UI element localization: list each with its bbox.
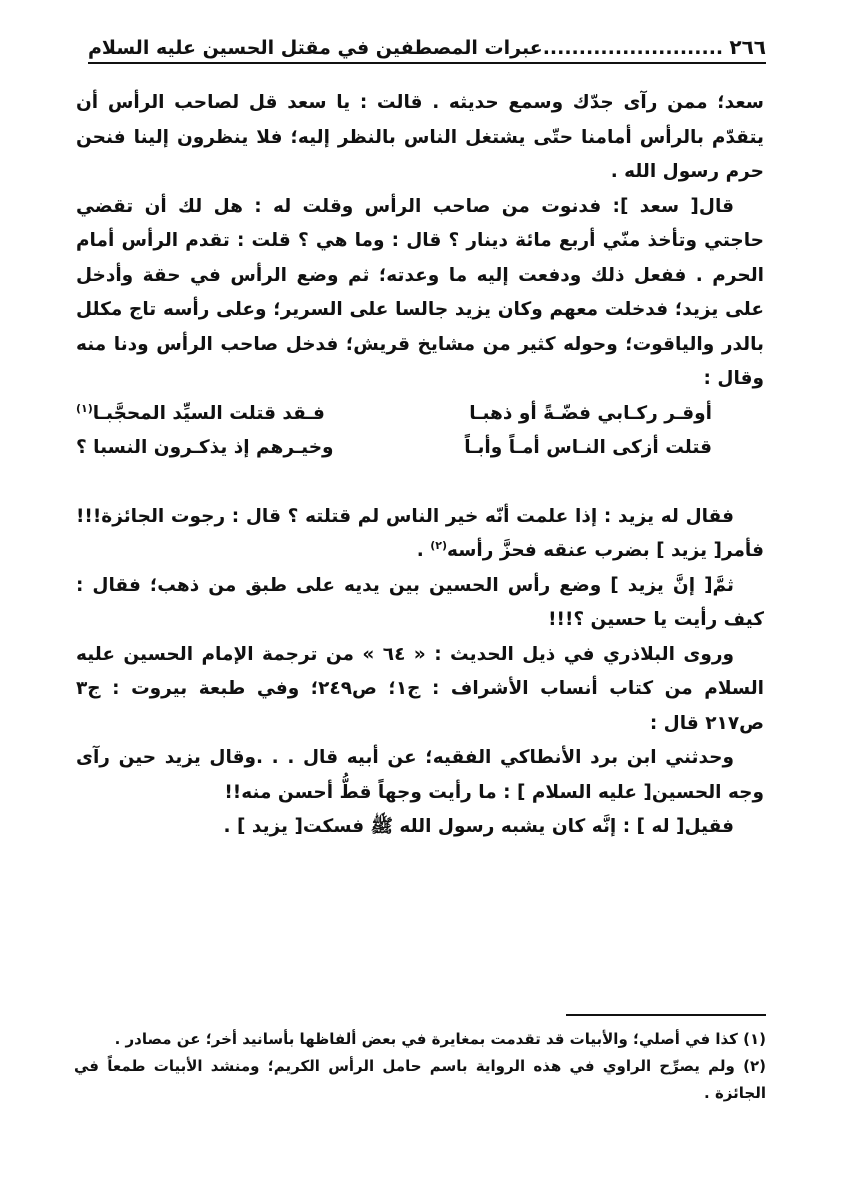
header-title: عبرات المصطفين في مقتل الحسين عليه السلام — [88, 37, 543, 59]
paragraph-7: فقيل[ له ] : إنَّه كان يشبه رسول الله ﷺ فسكت[ يزيد ] . — [223, 816, 734, 837]
verse-1 — [76, 397, 764, 432]
paragraph-6: وحدثني ابن برد الأنطاكي الفقيه؛ عن أبيه قال . . .وقال يزيد حين رآى وجه الحسين[ عليه السلام ] : ما رأيت وجهاً قطُّ أحسن منه!! — [76, 747, 764, 803]
paragraph-3-end: . — [416, 540, 431, 561]
footnote-ref-2: (٢) — [430, 538, 447, 552]
page-number: ٢٦٦ — [729, 35, 766, 59]
paragraph-3-text: فقال له يزيد : إذا علمت أنّه خير الناس لم قتلته ؟ قال : رجوت الجائزة!!! فأمر[ يزيد ] بضرب عنقه فحزَّ رأسه — [76, 505, 764, 561]
verse-2-second-hemistich: وخيـرهم إذ يذكـرون النسبا ؟ — [76, 437, 334, 458]
paragraph-5: وروى البلاذري في ذيل الحديث : « ٦٤ » من ترجمة الإمام الحسين عليه السلام من كتاب أنساب الأشراف : ج١؛ ص٢٤٩؛ وفي طبعة بيروت : ج٣ ص٢١٧ قال : — [76, 643, 765, 734]
main-text — [76, 86, 764, 845]
footnote-divider — [566, 1014, 766, 1016]
verse-1-second-text: فـقد قتلت السيِّد المحجَّبـا — [92, 402, 325, 424]
verse-1-first-hemistich: أوقـر ركـابي فضّـةً أو ذهبـا — [469, 402, 712, 424]
paragraph-2: قال[ سعد ]: فدنوت من صاحب الرأس وقلت له : هل لك أن تقضي حاجتي وتأخذ منّي أربع مائة دينار ؟ قال : وما هي ؟ قلت : تقدم الرأس أمام الحرم . ففعل ذلك ودفعت إليه ما وعدته؛ ثم وضع الرأس في حقة وأدخل على يزيد؛ فدخلت معهم وكان يزيد جالسا على السرير؛ وعلى رأسه تاج مكلل بالدر والياقوت؛ وحوله كثير من مشايخ قريش؛ فدخل صاحب الرأس ودنا منه وقال : — [76, 195, 764, 389]
verse-2-first-hemistich: قتلت أزكى النـاس أمـاً وأبـاً — [464, 437, 712, 458]
footnotes — [74, 1026, 766, 1107]
verse-1-second-hemistich — [76, 397, 325, 432]
paragraph-4: ثمَّ[ إنَّ يزيد ] وضع رأس الحسين بين يديه على طبق من ذهب؛ فقال : كيف رأيت يا حسين ؟!!! — [76, 574, 764, 630]
paragraph-1: سعد؛ ممن رآى جدّك وسمع حديثه . قالت : يا سعد قل لصاحب الرأس أن يتقدّم بالرأس أمامنا حتّى يشتغل الناس بالنظر إليه؛ فلا ينظرون إلينا فنحن حرم رسول الله . — [76, 92, 764, 182]
footnote-1: (١) كذا في أصلي؛ والأبيات قد تقدمت بمغايرة في بعض ألفاظها بأسانيد أخر؛ عن مصادر . — [114, 1030, 766, 1048]
running-title — [88, 37, 723, 62]
footnote-ref-1: (١) — [76, 401, 93, 415]
verse-2 — [76, 431, 764, 466]
footnote-2: (٢) ولم يصرِّح الراوي في هذه الرواية باسم حامل الرأس الكريم؛ ومنشد الأبيات طمعاً في الجائزة . — [74, 1057, 766, 1102]
poem — [76, 397, 764, 466]
page-header — [88, 28, 766, 64]
title-leader: ......................... — [542, 37, 724, 59]
paragraph-3 — [76, 500, 764, 569]
